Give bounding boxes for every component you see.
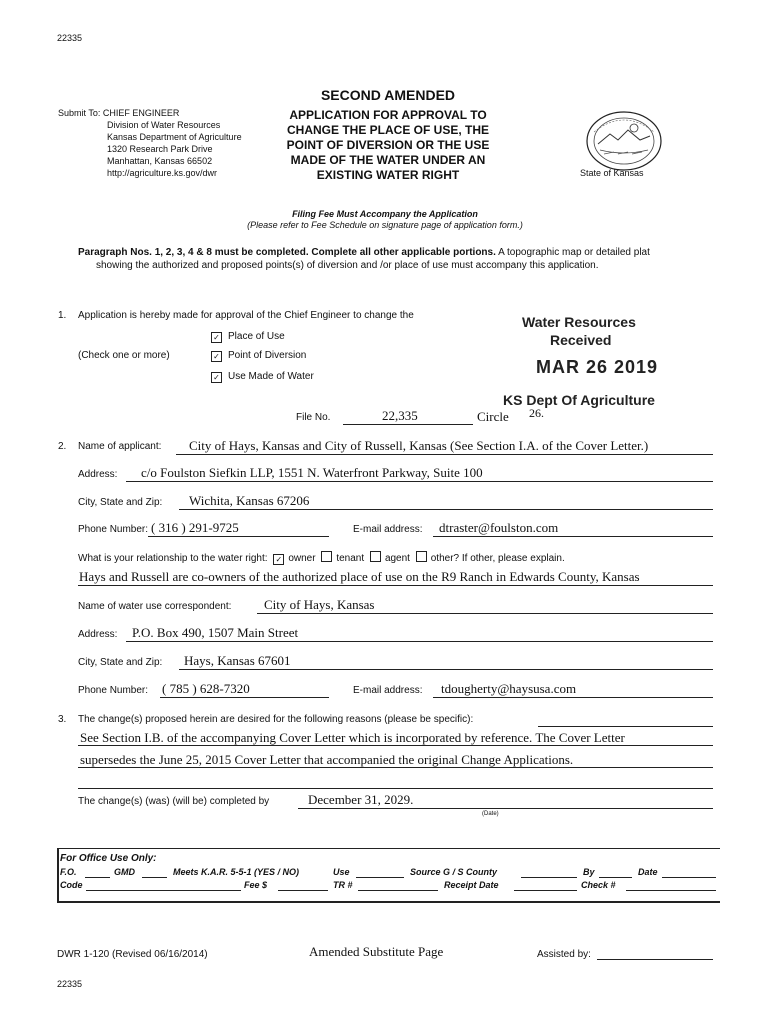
corr-email-label: E-mail address: (353, 685, 423, 696)
option-label: Use Made of Water (228, 371, 314, 382)
tenant-checkbox[interactable] (321, 551, 332, 562)
other-label: other? If other, please explain. (430, 553, 565, 564)
fee-schedule-note: (Please refer to Fee Schedule on signature page of application form.) (247, 220, 523, 230)
circle-value: 26. (529, 406, 544, 420)
office-gmd-label: GMD (114, 867, 135, 877)
instructions-rest: A topographic map or detailed plat (495, 247, 650, 258)
kansas-seal-icon (584, 110, 664, 172)
completed-date-value[interactable]: December 31, 2029. (308, 792, 414, 807)
place-of-use-checkbox[interactable]: ✓ (211, 332, 222, 343)
office-receipt-label: Receipt Date (444, 880, 499, 890)
reason-line-2[interactable]: supersedes the June 25, 2015 Cover Letter that accompanied the original Change Applications. (80, 752, 574, 767)
submit-to-line: http://agriculture.ks.gov/dwr (107, 168, 218, 178)
stamp-date: MAR 26 2019 (536, 357, 659, 377)
instructions-paragraph (78, 247, 650, 258)
agent-checkbox[interactable] (370, 551, 381, 562)
completed-by-label: The change(s) (was) (will be) completed by (78, 796, 270, 807)
city-state-zip-value[interactable]: Wichita, Kansas 67206 (189, 493, 310, 508)
office-fo-label: F.O. (60, 867, 77, 877)
circle-label: Circle (477, 409, 509, 424)
point-of-diversion-checkbox[interactable]: ✓ (211, 351, 222, 362)
office-date-label: Date (638, 867, 658, 877)
corr-phone-label: Phone Number: (78, 685, 149, 696)
form-title-line: POINT OF DIVERSION OR THE USE (286, 138, 490, 152)
file-no-label: File No. (296, 412, 331, 423)
form-title-line: MADE OF THE WATER UNDER AN (290, 153, 486, 167)
form-id: DWR 1-120 (Revised 06/16/2014) (57, 949, 208, 960)
agent-label: agent (384, 553, 410, 564)
form-title-amended: SECOND AMENDED (320, 87, 456, 103)
email-value[interactable]: dtraster@foulston.com (439, 520, 559, 535)
option-point-of-diversion[interactable] (211, 350, 306, 362)
office-check-label: Check # (581, 880, 616, 890)
doc-number-top: 22335 (57, 33, 83, 43)
corr-phone-value[interactable]: ( 785 ) 628-7320 (162, 681, 250, 696)
corr-address-value[interactable]: P.O. Box 490, 1507 Main Street (132, 625, 299, 640)
option-use-made-of-water[interactable] (211, 371, 314, 383)
corr-city-state-zip-value[interactable]: Hays, Kansas 67601 (184, 653, 291, 668)
corr-email-value[interactable]: tdougherty@haysusa.com (441, 681, 577, 696)
section1-text: Application is hereby made for approval of the Chief Engineer to change the (78, 310, 414, 321)
tenant-label: tenant (336, 553, 365, 564)
seal-caption: State of Kansas (580, 168, 644, 178)
owner-checkbox[interactable]: ✓ (273, 554, 284, 565)
file-no-value: 22,335 (382, 408, 418, 423)
address-label: Address: (78, 469, 118, 480)
section2-number: 2. (58, 441, 67, 452)
form-title-line: CHANGE THE PLACE OF USE, THE (286, 123, 489, 137)
relationship-explanation[interactable]: Hays and Russell are co-owners of the authorized place of use on the R9 Ranch in Edwards County, Kansas (79, 569, 640, 584)
submit-to-line: Submit To: CHIEF ENGINEER (58, 108, 180, 118)
corr-address-label: Address: (78, 629, 118, 640)
use-made-of-water-checkbox[interactable]: ✓ (211, 372, 222, 383)
office-use-label: Use (333, 867, 350, 877)
stamp-water-resources: Water Resources (522, 314, 636, 330)
stamp-received: Received (550, 332, 612, 348)
office-code-label: Code (60, 880, 83, 890)
form-title-line: EXISTING WATER RIGHT (316, 168, 460, 182)
owner-label: owner (288, 553, 316, 564)
other-checkbox[interactable] (416, 551, 427, 562)
city-state-zip-label: City, State and Zip: (78, 497, 163, 508)
section3-number: 3. (58, 714, 67, 725)
form-title (258, 108, 518, 183)
email-label: E-mail address: (353, 524, 423, 535)
phone-value[interactable]: ( 316 ) 291-9725 (151, 520, 239, 535)
submit-to-line: Division of Water Resources (107, 120, 221, 130)
submit-to-block (58, 107, 242, 179)
submit-to-line: 1320 Research Park Drive (107, 144, 213, 154)
submit-to-line: Manhattan, Kansas 66502 (107, 156, 213, 166)
correspondent-value[interactable]: City of Hays, Kansas (264, 597, 375, 612)
stamp-agency: KS Dept Of Agriculture (503, 392, 655, 408)
applicant-label: Name of applicant: (78, 441, 162, 452)
form-title-line: APPLICATION FOR APPROVAL TO (289, 108, 487, 122)
reason-line-1[interactable]: See Section I.B. of the accompanying Cover Letter which is incorporated by reference. The Cover Letter (80, 730, 625, 745)
section1-number: 1. (58, 310, 67, 321)
submit-to-line: Kansas Department of Agriculture (107, 132, 242, 142)
corr-city-state-zip-label: City, State and Zip: (78, 657, 163, 668)
applicant-value[interactable]: City of Hays, Kansas and City of Russell, Kansas (See Section I.A. of the Cover Letter.) (189, 438, 649, 453)
instructions-line2: showing the authorized and proposed points(s) of diversion and /or place of use must accompany this application. (96, 260, 599, 271)
address-value[interactable]: c/o Foulston Siefkin LLP, 1551 N. Waterfront Parkway, Suite 100 (141, 465, 483, 480)
office-by-label: By (583, 867, 595, 877)
filing-fee-note: Filing Fee Must Accompany the Application (292, 209, 478, 219)
option-place-of-use[interactable] (211, 331, 285, 343)
section3-text: The change(s) proposed herein are desired for the following reasons (please be specific): (78, 714, 474, 725)
instructions-bold: Paragraph Nos. 1, 2, 3, 4 & 8 must be completed. Complete all other applicable portions. (78, 247, 496, 258)
assisted-by-label: Assisted by: (537, 949, 591, 960)
office-source-label: Source G / S County (410, 867, 498, 877)
amended-substitute-page: Amended Substitute Page (309, 944, 444, 959)
office-tr-label: TR # (333, 880, 353, 890)
option-label: Place of Use (228, 331, 285, 342)
option-label: Point of Diversion (228, 350, 307, 361)
relationship-label: What is your relationship to the water right: (78, 553, 268, 564)
correspondent-label: Name of water use correspondent: (78, 601, 232, 612)
office-meets-label: Meets K.A.R. 5-5-1 (YES / NO) (173, 867, 300, 877)
relationship-row (78, 551, 565, 565)
check-note: (Check one or more) (78, 350, 170, 361)
office-fee-label: Fee $ (244, 880, 268, 890)
doc-number-bottom: 22335 (57, 979, 83, 989)
date-caption: (Date) (482, 811, 499, 817)
phone-label: Phone Number: (78, 524, 149, 535)
office-use-heading: For Office Use Only: (60, 853, 157, 864)
